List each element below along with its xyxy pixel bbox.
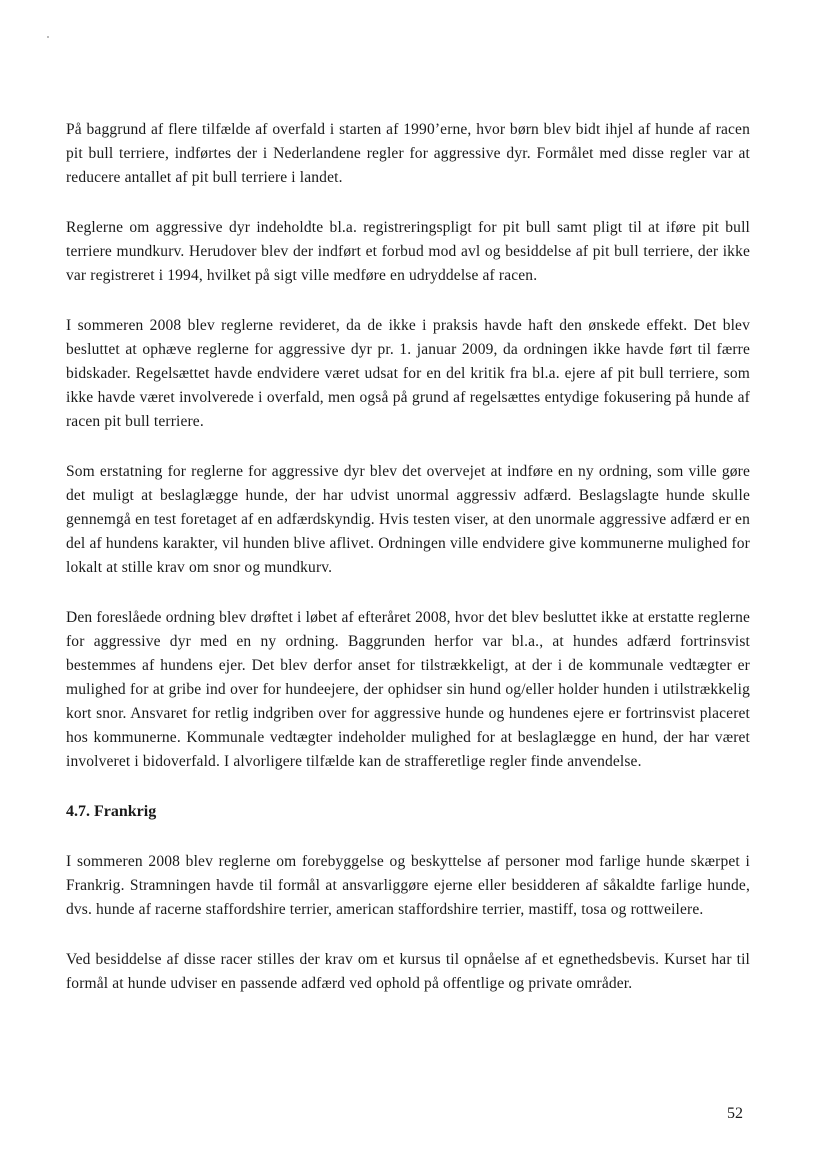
section-heading-frankrig: 4.7. Frankrig (66, 803, 157, 820)
paragraph-france-rules: I sommeren 2008 blev reglerne om forebyggelse og beskyttelse af personer mod farlige hunde skærpet i Frankrig. Stramningen havde til formål at ansvarliggøre ejerne eller besidderen af såkaldte farlige hunde, dvs. hunde af racerne staffordshire terrier, american staffordshire terrier, mastiff, tosa og rottweilere. (66, 853, 750, 918)
page-number: 52 (727, 1105, 743, 1122)
page-body (66, 118, 750, 1022)
paragraph-netherlands-background: På baggrund af flere tilfælde af overfald i starten af 1990’erne, hvor børn blev bidt ihjel af hunde af racen pit bull terriere, indførtes der i Nederlandene regler for aggressive dyr. Formålet med disse regler var at reducere antallet af pit bull terriere i landet. (66, 121, 750, 186)
paragraph-netherlands-replacement: Som erstatning for reglerne for aggressive dyr blev det overvejet at indføre en ny ordning, som ville gøre det muligt at beslaglægge hunde, der har udvist unormal aggressiv adfærd. Beslagslagte hunde skulle gennemgå en test foretaget af en adfærdskyndig. Hvis testen viser, at den unormale aggressive adfærd er en del af hundens karakter, vil hunden blive aflivet. Ordningen ville endvidere give kommunerne mulighed for lokalt at stille krav om snor og mundkurv. (66, 463, 750, 576)
paragraph-netherlands-decision: Den foreslåede ordning blev drøftet i løbet af efteråret 2008, hvor det blev besluttet ikke at erstatte reglerne for aggressive dyr med en ny ordning. Baggrunden herfor var bl.a., at hundes adfærd fortrinsvist bestemmes af hundens ejer. Det blev derfor anset for tilstrækkeligt, at der i de kommunale vedtægter er mulighed for at gribe ind over for hundeejere, der ophidser sin hund og/eller holder hunden i utilstrækkelig kort snor. Ansvaret for retlig indgriben over for aggressive hunde og hundenes ejere er fortrinsvist placeret hos kommunerne. Kommunale vedtægter indeholder mulighed for at beslaglægge en hund, der har været involveret i bidoverfald. I alvorligere tilfælde kan de strafferetlige regler finde anvendelse. (66, 609, 750, 770)
paragraph-netherlands-revision: I sommeren 2008 blev reglerne revideret, da de ikke i praksis havde haft den ønskede effekt. Det blev besluttet at ophæve reglerne for aggressive dyr pr. 1. januar 2009, da ordningen ikke havde ført til færre bidskader. Regelsættet havde endvidere været udsat for en del kritik fra bl.a. ejere af pit bull terriere, som ikke havde været involverede i overfald, men også på grund af regelsættes entydige fokusering på hunde af racen pit bull terriere. (66, 317, 750, 430)
scan-speck (47, 36, 49, 38)
paragraph-netherlands-rules: Reglerne om aggressive dyr indeholdte bl.a. registreringspligt for pit bull samt pligt til at iføre pit bull terriere mundkurv. Herudover blev der indført et forbud mod avl og besiddelse af pit bull terriere, der ikke var registreret i 1994, hvilket på sigt ville medføre en udryddelse af racen. (66, 219, 750, 284)
paragraph-france-course: Ved besiddelse af disse racer stilles der krav om et kursus til opnåelse af et egnethedsbevis. Kurset har til formål at hunde udviser en passende adfærd ved ophold på offentlige og private områder. (66, 951, 750, 992)
